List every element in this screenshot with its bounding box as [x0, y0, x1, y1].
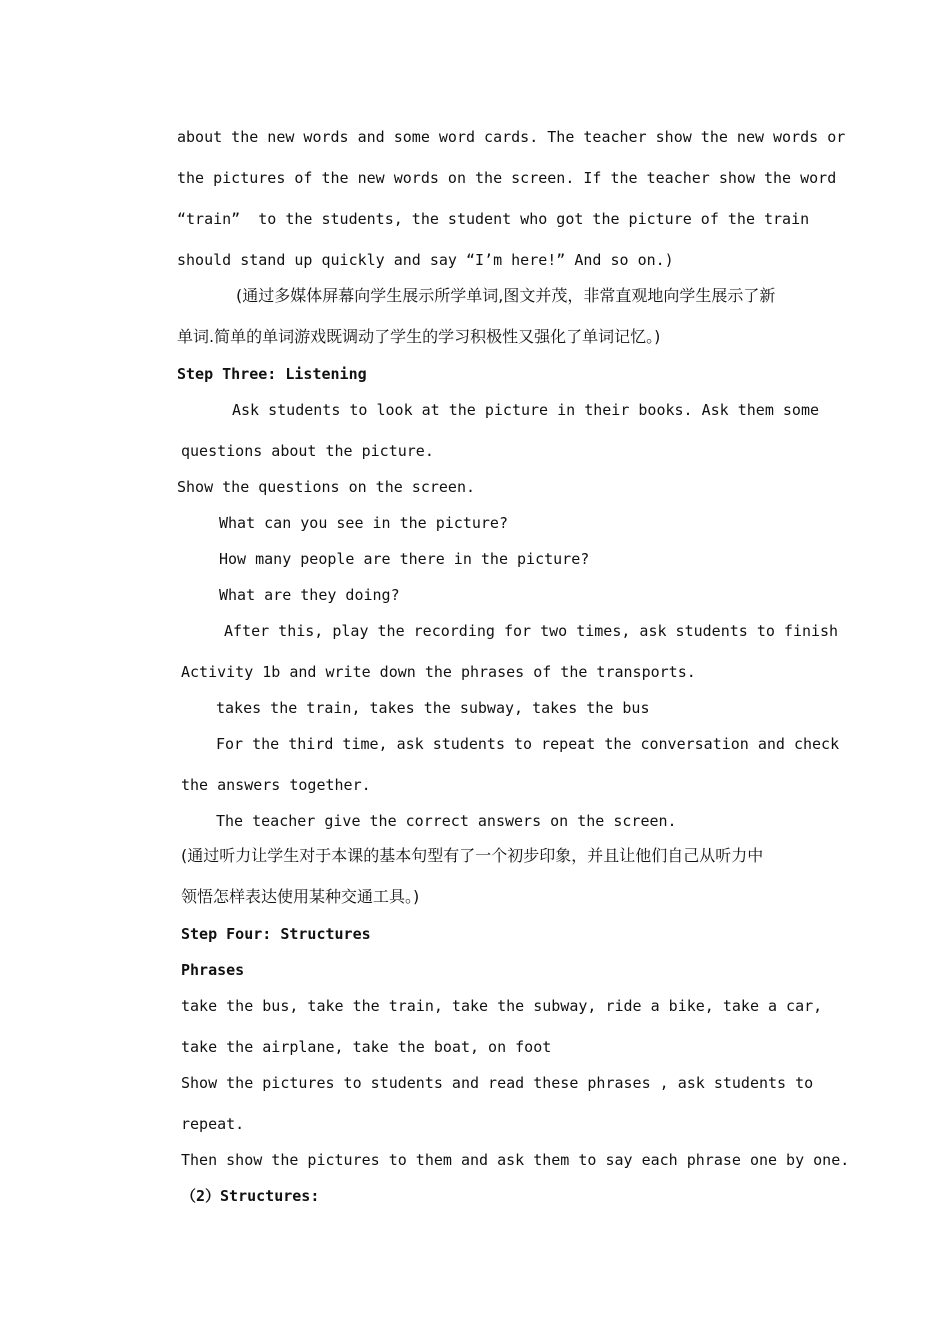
- transport-phrases-line: takes the train, takes the subway, takes the bus: [216, 699, 650, 717]
- step-three-heading: Step Three: Listening: [177, 365, 367, 383]
- cn-note-2-line-2: 领悟怎样表达使用某种交通工具。): [181, 887, 420, 906]
- question-1: What can you see in the picture?: [219, 514, 508, 532]
- show-questions-line: Show the questions on the screen.: [177, 478, 476, 496]
- third-time-line-2: the answers together.: [181, 776, 371, 794]
- intro-line-4: should stand up quickly and say “I’m here!” And so on.): [177, 251, 674, 269]
- after-line-1: After this, play the recording for two times, ask students to finish: [224, 622, 839, 640]
- question-2: How many people are there in the picture?: [219, 550, 590, 568]
- phrases-line-2: take the airplane, take the boat, on foot: [181, 1038, 552, 1056]
- phrases-line-1: take the bus, take the train, take the subway, ride a bike, take a car,: [181, 997, 823, 1015]
- intro-line-2: the pictures of the new words on the screen. If the teacher show the word: [177, 169, 837, 187]
- cn-note-2-line-1: (通过听力让学生对于本课的基本句型有了一个初步印象，并且让他们自己从听力中: [181, 846, 764, 865]
- then-show-line: Then show the pictures to them and ask them to say each phrase one by one.: [181, 1151, 850, 1169]
- ask-line-1: Ask students to look at the picture in their books. Ask them some: [232, 401, 819, 419]
- intro-line-3: “train” to the students, the student who got the picture of the train: [177, 210, 810, 228]
- cn-note-1-line-2: 单词.简单的单词游戏既调动了学生的学习积极性又强化了单词记忆。): [177, 327, 661, 346]
- step-four-heading: Step Four: Structures: [181, 925, 371, 943]
- show-pictures-line-2: repeat.: [181, 1115, 245, 1133]
- structures-heading: （2）Structures:: [181, 1187, 320, 1205]
- question-3: What are they doing?: [219, 586, 400, 604]
- cn-note-1-line-1: (通过多媒体屏幕向学生展示所学单词,图文并茂，非常直观地向学生展示了新: [236, 286, 776, 305]
- phrases-heading: Phrases: [181, 961, 245, 979]
- third-time-line-1: For the third time, ask students to repeat the conversation and check: [216, 735, 840, 753]
- intro-line-1: about the new words and some word cards. The teacher show the new words or: [177, 128, 846, 146]
- ask-line-2: questions about the picture.: [181, 442, 434, 460]
- show-pictures-line-1: Show the pictures to students and read these phrases , ask students to: [181, 1074, 814, 1092]
- teacher-answers-line: The teacher give the correct answers on the screen.: [216, 812, 677, 830]
- after-line-2: Activity 1b and write down the phrases of the transports.: [181, 663, 696, 681]
